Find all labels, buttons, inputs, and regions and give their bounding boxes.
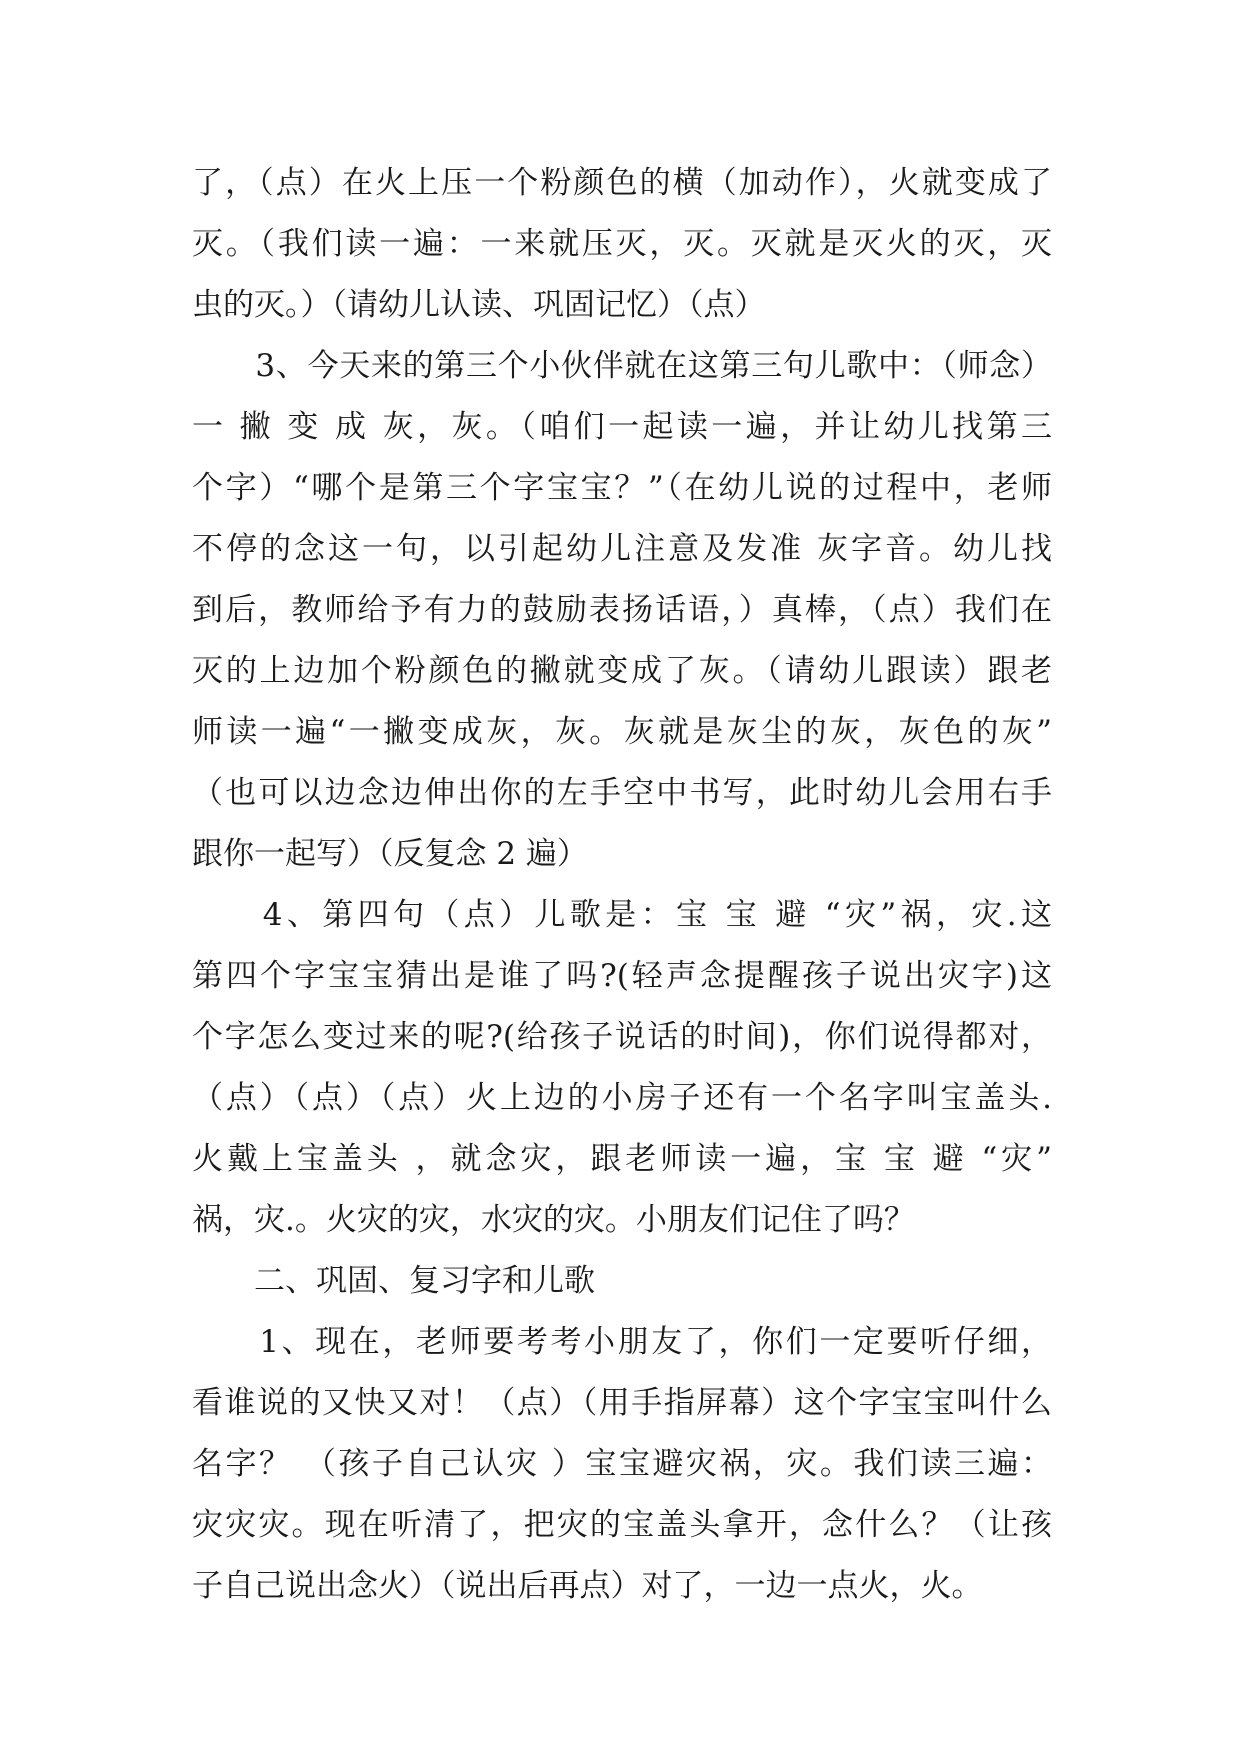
text-line: 个字）“哪个是第三个字宝宝？”（在幼儿说的过程中，老师 bbox=[192, 470, 1052, 506]
text-line: 火戴上宝盖头 ，就念灾，跟老师读一遍，宝 宝 避 “灾” bbox=[192, 1141, 1052, 1177]
text-line: 不停的念这一句，以引起幼儿注意及发准 灰字音。幼儿找 bbox=[192, 531, 1052, 567]
document-body bbox=[192, 153, 1052, 1617]
text-line: 虫的灭。）（请幼儿认读、巩固记忆）（点） bbox=[192, 287, 766, 323]
text-line: 4、第四句（点）儿歌是：宝 宝 避 “灾”祸，灾.这 bbox=[192, 897, 1052, 933]
text-line: 师读一遍“一撇变成灰，灰。灰就是灰尘的灰，灰色的灰” bbox=[192, 714, 1052, 750]
text-line: 个字怎么变过来的呢?(给孩子说话的时间)，你们说得都对， bbox=[192, 1019, 1052, 1055]
text-line: （也可以边念边伸出你的左手空中书写，此时幼儿会用右手 bbox=[192, 775, 1052, 811]
text-line: 二、巩固、复习字和儿歌 bbox=[192, 1263, 595, 1299]
text-line: （点）（点）（点）火上边的小房子还有一个名字叫宝盖头. bbox=[192, 1080, 1052, 1116]
text-line: 第四个字宝宝猜出是谁了吗?(轻声念提醒孩子说出灾字)这 bbox=[192, 958, 1052, 994]
text-line: 3、今天来的第三个小伙伴就在这第三句儿歌中：（师念） bbox=[192, 348, 1052, 384]
text-line: 看谁说的又快又对！（点）（用手指屏幕）这个字宝宝叫什么 bbox=[192, 1385, 1052, 1421]
text-line: 灾灾灾。现在听清了，把灾的宝盖头拿开，念什么？（让孩 bbox=[192, 1507, 1052, 1543]
text-line: 一 撇 变 成 灰，灰。（咱们一起读一遍，并让幼儿找第三 bbox=[192, 409, 1052, 445]
text-line: 1、现在，老师要考考小朋友了，你们一定要听仔细， bbox=[192, 1324, 1052, 1360]
text-line: 跟你一起写）（反复念 2 遍） bbox=[192, 836, 588, 872]
text-line: 到后，教师给予有力的鼓励表扬话语，）真棒，（点）我们在 bbox=[192, 592, 1052, 628]
text-line: 祸，灾.。火灾的灾，水灾的灾。小朋友们记住了吗？ bbox=[192, 1202, 915, 1238]
text-line: 灭的上边加个粉颜色的撇就变成了灰。（请幼儿跟读）跟老 bbox=[192, 653, 1052, 689]
text-line: 名字？ （孩子自己认灾 ）宝宝避灾祸，灾。我们读三遍： bbox=[192, 1446, 1052, 1482]
text-line: 灭。（我们读一遍：一来就压灭，灭。灭就是灭火的灭，灭 bbox=[192, 226, 1052, 262]
text-line: 子自己说出念火）（说出后再点）对了，一边一点火，火。 bbox=[192, 1568, 983, 1604]
text-line: 了，（点）在火上压一个粉颜色的横（加动作），火就变成了 bbox=[192, 165, 1052, 201]
